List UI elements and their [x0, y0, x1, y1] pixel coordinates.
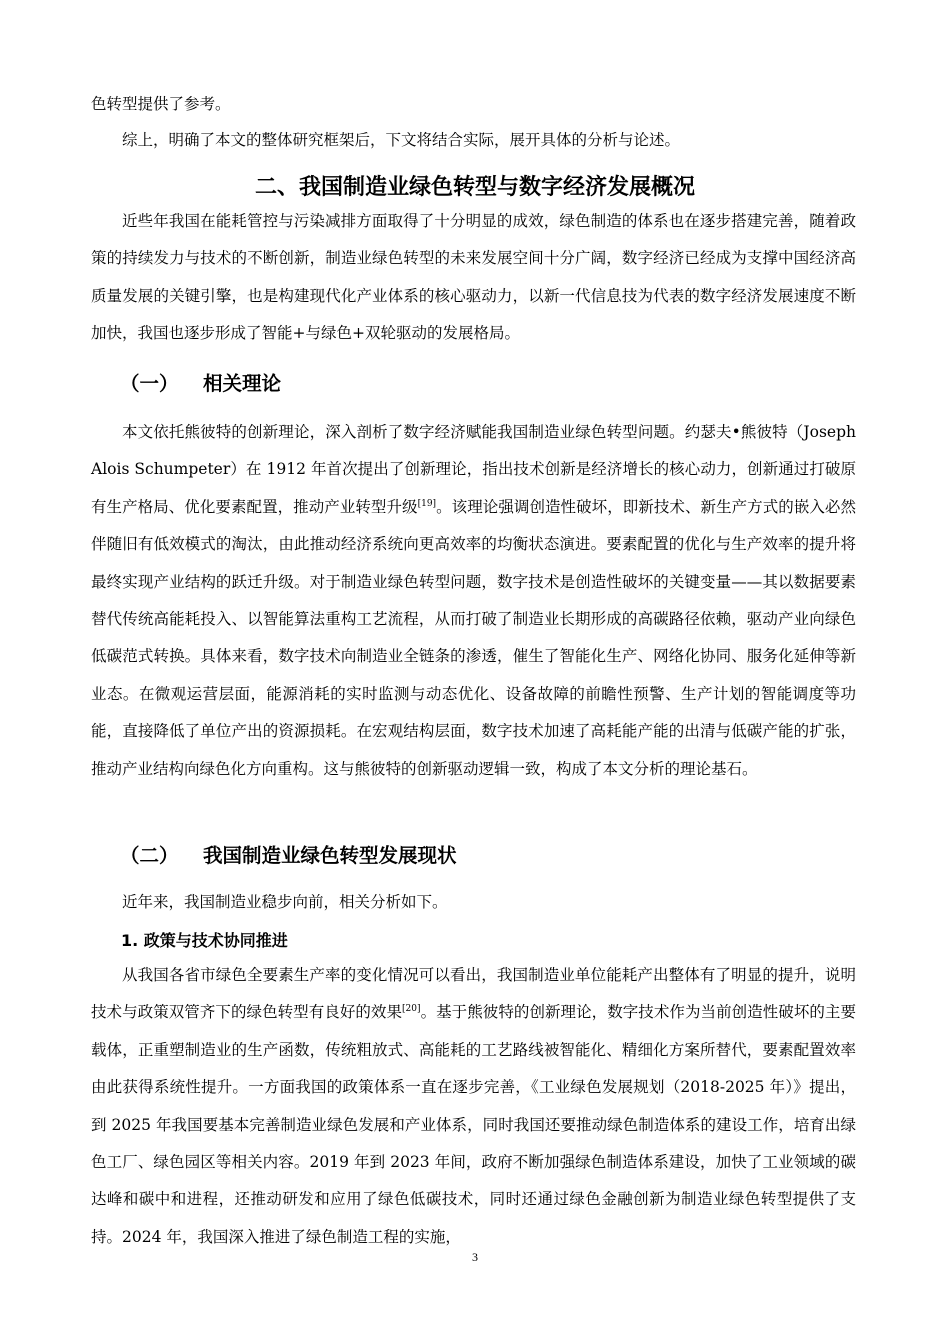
paragraph-text: 。该理论强调创造性破坏，即新技术、新生产方式的嵌入必然伴随旧有低效模式的淘汰，由此推动经济系统向更高效率的均衡状态演进。要素配置的优化与生产效率的提升将最终实现产业结构的跃迁升级。对于制造业绿色转型问题，数字技术是创造性破坏的关键变量——其以数据要素替代传统高能耗投入、以智能算法重构工艺流程，从而打破了制造业长期形成的高碳路径依赖，驱动产业向绿色低碳范式转换。具体来看，数字技术向制造业全链条的渗透，催生了智能化生产、网络化协同、服务化延伸等新业态。在微观运营层面，能源消耗的实时监测与动态优化、设备故障的前瞻性预警、生产计划的智能调度等功能，直接降低了单位产出的资源损耗。在宏观结构层面，数字技术加速了高耗能产能的出清与低碳产能的扩张，推动产业结构向绿色化方向重构。这与熊彼特的创新驱动逻辑一致，构成了本文分析的理论基石。	[91, 497, 856, 778]
paragraph-text: 本文依托熊彼特的创新理论，深入剖析了数字经济赋能我国制造业绿色转型问题。约瑟夫•熊彼特（Joseph Alois Schumpeter）在 1912 年首次提出了创新理论，指出技术创新是经济增长的核心动力，创新通过打破原有生产格局、优化要素配置，推动产业转型升级	[91, 423, 856, 516]
subsection-number: （二）	[120, 844, 179, 867]
paragraph-text: 从我国各省市绿色全要素生产率的变化情况可以看出，我国制造业单位能耗产出整体有了明显的提升，说明技术与政策双管齐下的绿色转型有良好的效果	[91, 966, 856, 1022]
section-heading: 二、我国制造业绿色转型与数字经济发展概况	[254, 175, 695, 200]
citation: [19]	[417, 498, 437, 509]
subsection-heading-status	[120, 840, 457, 868]
paragraph-text: 。基于熊彼特的创新理论，数字技术作为当前创造性破坏的主要载体，正重塑制造业的生产函数，传统粗放式、高能耗的工艺路线被智能化、精细化方案所替代，要素配置效率由此获得系统性提升。一方面我国的政策体系一直在逐步完善，《工业绿色发展规划（2018-2025 年）》提出，到 2025 年我国要基本完善制造业绿色发展和产业体系，同时我国还要推动绿色制造体系的建设工作，培育出绿色工厂、绿色园区等相关内容。2019 年到 2023 年间，政府不断加强绿色制造体系建设，加快了工业领域的碳达峰和碳中和进程，还推动研发和应用了绿色低碳技术，同时还通过绿色金融创新为制造业绿色转型提供了支持。2024 年，我国深入推进了绿色制造工程的实施，	[91, 1003, 856, 1246]
subsection-number: （一）	[120, 372, 179, 395]
paragraph-overview: 近些年我国在能耗管控与污染减排方面取得了十分明显的成效，绿色制造的体系也在逐步搭建完善，随着政策的持续发力与技术的不断创新，制造业绿色转型的未来发展空间十分广阔，数字经济已经成为支撑中国经济高质量发展的关键引擎，也是构建现代化产业体系的核心驱动力，以新一代信息技为代表的数字经济发展速度不断加快，我国也逐步形成了智能+与绿色+双轮驱动的发展格局。	[91, 212, 856, 343]
paragraph-policy	[91, 957, 856, 1256]
paragraph-continuation: 色转型提供了参考。	[91, 95, 231, 113]
page-number: 3	[472, 1250, 478, 1264]
subsection-title: 相关理论	[203, 372, 282, 395]
subsection-heading-theory	[120, 368, 281, 396]
citation: [20]	[402, 1004, 421, 1015]
paragraph-theory	[91, 414, 856, 788]
subsection-title: 我国制造业绿色转型发展现状	[203, 844, 457, 867]
item-heading-policy: 1. 政策与技术协同推进	[121, 931, 288, 950]
paragraph-intro: 近年来，我国制造业稳步向前，相关分析如下。	[122, 893, 448, 911]
paragraph-summary: 综上，明确了本文的整体研究框架后，下文将结合实际，展开具体的分析与论述。	[122, 131, 681, 149]
